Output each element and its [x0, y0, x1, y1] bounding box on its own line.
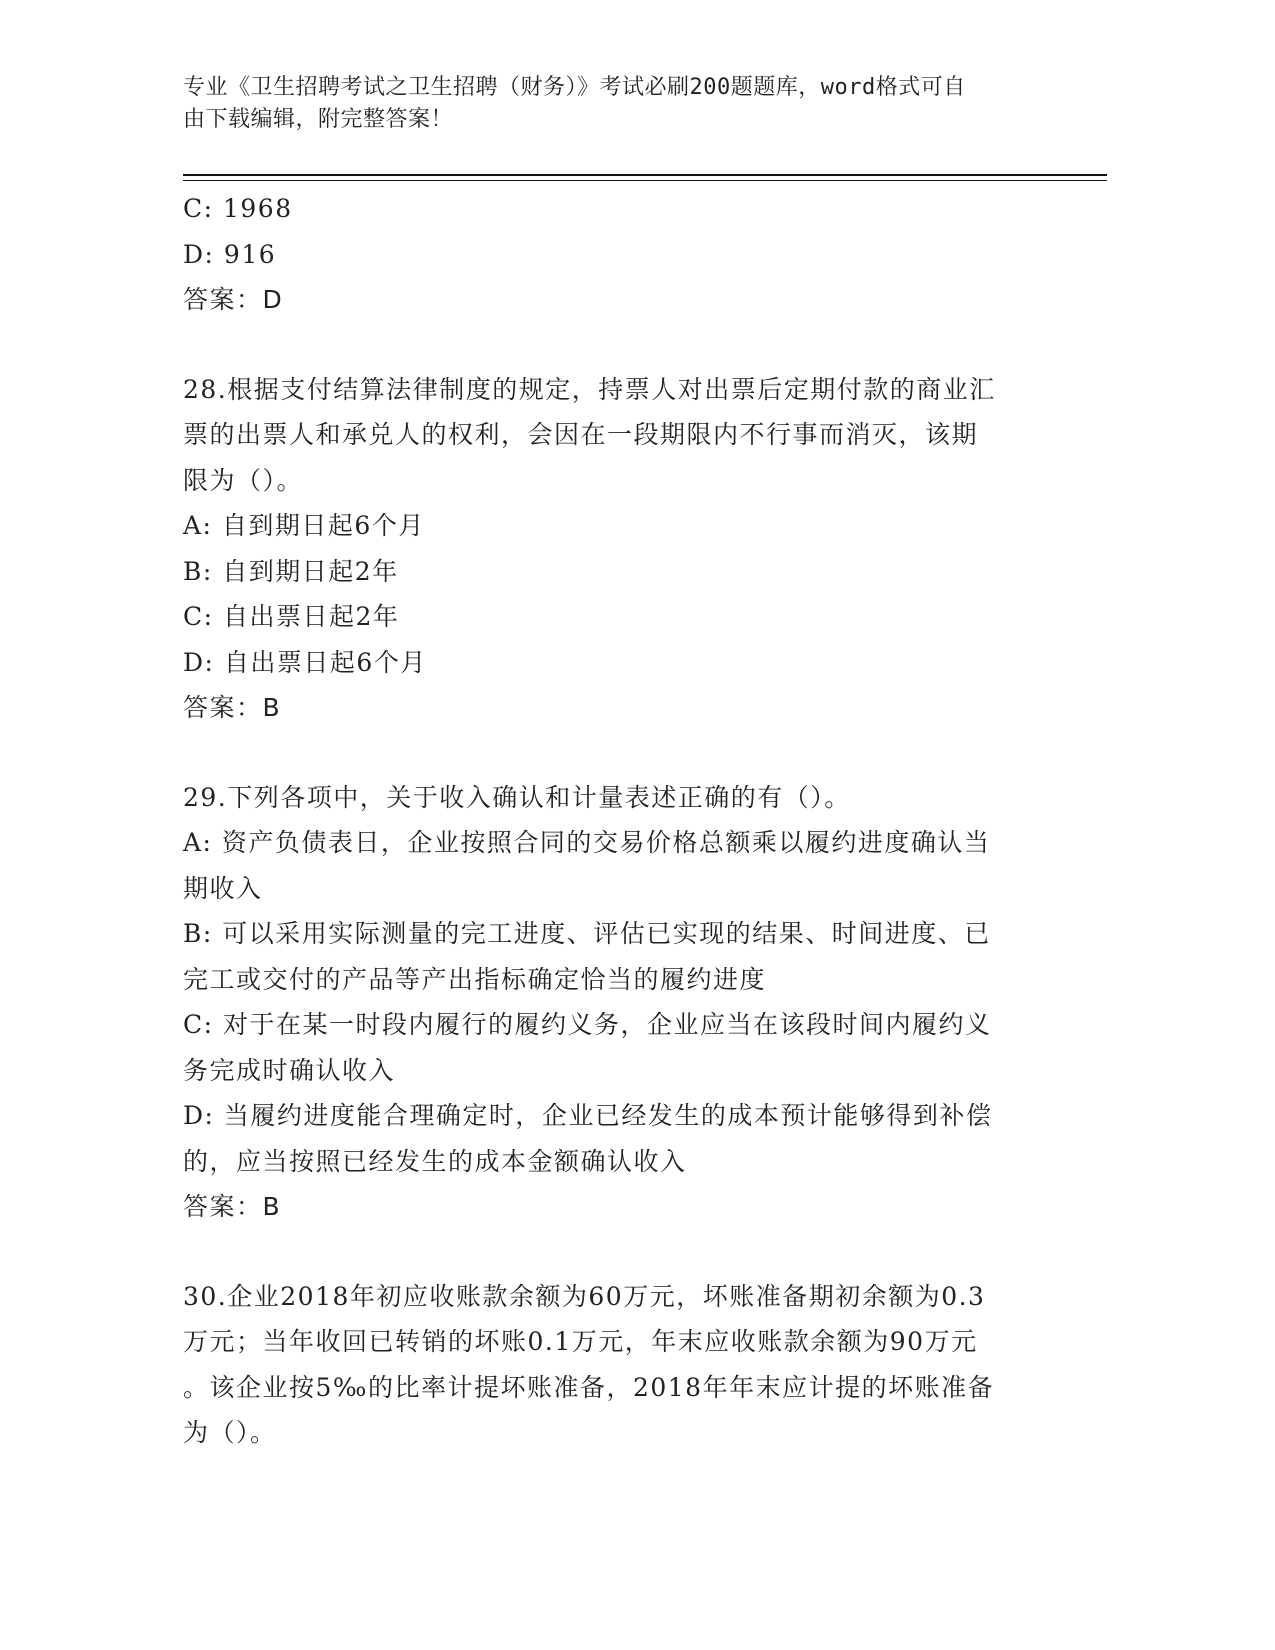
question-30 — [183, 1274, 1043, 1456]
document-body — [183, 186, 1043, 1456]
question-28 — [183, 367, 1043, 731]
header-title-line-1: 专业《卫生招聘考试之卫生招聘（财务）》考试必刷200题题库，word格式可自 — [183, 75, 966, 100]
option-c: C: 自出票日起2年 — [183, 602, 400, 631]
header-title-line-2: 由下载编辑，附完整答案！ — [183, 107, 454, 132]
answer: 答案：D — [183, 285, 284, 314]
option-b: B: 可以采用实际测量的完工进度、评估已实现的结果、时间进度、已 — [183, 919, 991, 948]
option-d-continued: 的，应当按照已经发生的成本金额确认收入 — [183, 1146, 687, 1176]
question-29 — [183, 775, 1043, 1230]
option-c: C: 1968 — [183, 194, 293, 223]
option-a: A: 资产负债表日，企业按照合同的交易价格总额乘以履约进度确认当 — [183, 828, 991, 857]
option-c: C: 对于在某一时段内履行的履约义务，企业应当在该段时间内履约义 — [183, 1010, 992, 1039]
question-stem-line: 万元；当年收回已转销的坏账0.1万元，年末应收账款余额为90万元 — [183, 1327, 978, 1356]
answer: 答案：B — [183, 1192, 282, 1221]
question-stem-line: 票的出票人和承兑人的权利，会因在一段期限内不行事而消灭，该期 — [183, 420, 979, 449]
option-d: D: 自出票日起6个月 — [183, 647, 427, 677]
question-stem-line: 。该企业按5‰的比率计提坏账准备，2018年年末应计提的坏账准备 — [183, 1372, 995, 1402]
question-stem-line: 30.企业2018年初应收账款余额为60万元，坏账准备期初余额为0.3 — [183, 1281, 986, 1311]
option-b: B: 自到期日起2年 — [183, 556, 399, 586]
option-c-continued: 务完成时确认收入 — [183, 1055, 396, 1085]
question-stem-line: 限为（）。 — [183, 465, 304, 495]
option-d: D: 916 — [183, 239, 277, 269]
option-b-continued: 完工或交付的产品等产出指标确定恰当的履约进度 — [183, 964, 767, 994]
question-27-tail — [183, 186, 1043, 323]
option-a-continued: 期收入 — [183, 873, 263, 903]
question-stem-line: 28.根据支付结算法律制度的规定，持票人对出票后定期付款的商业汇 — [183, 374, 996, 404]
document-header — [183, 72, 1063, 136]
question-stem-line: 为（）。 — [183, 1418, 277, 1447]
option-a: A: 自到期日起6个月 — [183, 511, 425, 540]
question-stem-line: 29.下列各项中，关于收入确认和计量表述正确的有（）。 — [183, 782, 851, 812]
answer: 答案：B — [183, 693, 282, 722]
header-divider-thin — [183, 180, 1107, 181]
header-divider-thick — [183, 174, 1107, 176]
option-d: D: 当履约进度能合理确定时，企业已经发生的成本预计能够得到补偿 — [183, 1101, 993, 1130]
